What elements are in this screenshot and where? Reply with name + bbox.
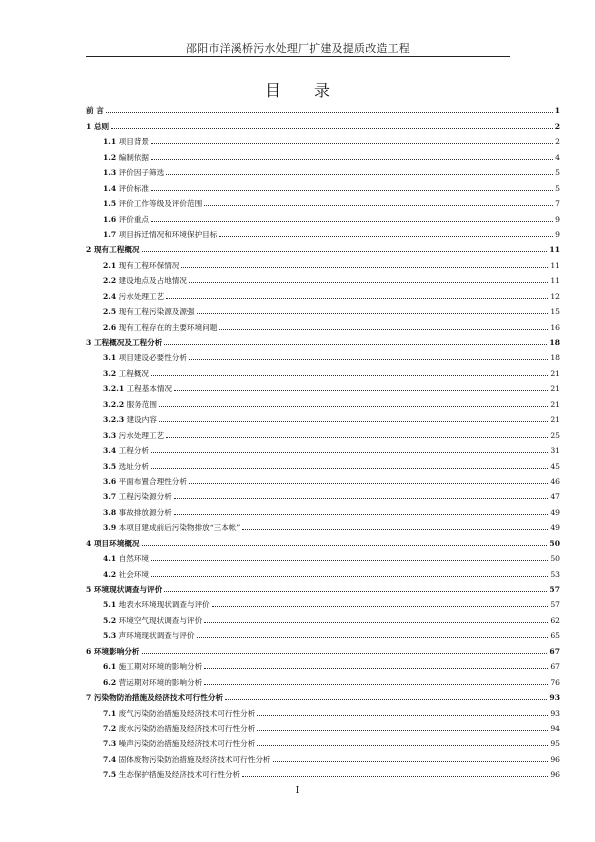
toc-entry-label [86,585,162,594]
toc-entry-page: 11 [549,245,560,255]
toc-leader-dots [151,451,548,453]
toc-entry-label [103,168,164,177]
toc-entry-page: 7 [555,199,560,209]
toc-entry-number: 7.3 [103,739,117,749]
toc-entry-number: 1.4 [103,183,117,193]
toc-entry-number: 2.2 [103,276,117,286]
toc-leader-dots [204,621,548,623]
toc-entry-label [103,215,149,224]
toc-entry-label [86,106,104,115]
toc-entry-text: 前 言 [86,106,104,116]
toc-entry[interactable] [86,687,560,702]
toc-entry-label [103,600,210,609]
toc-entry-page: 21 [550,384,560,394]
toc-entry-text: 现有工程污染源及源强 [118,307,195,317]
toc-leader-dots [159,405,548,407]
toc-entry[interactable] [86,471,560,486]
toc-entry[interactable] [86,563,560,578]
toc-entry[interactable] [86,594,560,609]
toc-entry-number: 7.2 [103,723,117,733]
toc-entry-number: 3.9 [103,523,117,533]
toc-entry-text: 现有工程存在的主要环境问题 [118,322,218,332]
toc-entry-text: 建设地点及占地情况 [118,276,187,286]
toc-entry-text: 工程基本情况 [126,384,173,394]
toc-entry-label [103,477,187,486]
table-of-contents [86,100,560,779]
toc-entry-page: 2 [555,137,560,147]
toc-entry[interactable] [86,224,560,239]
toc-entry-number: 7 [86,693,92,703]
toc-entry-page: 15 [550,307,560,317]
toc-entry-label [86,122,109,131]
toc-entry-number: 2.6 [103,322,117,332]
toc-entry-label [103,739,255,748]
toc-entry-text: 评价工作等级及评价范围 [118,199,203,209]
toc-entry[interactable] [86,378,560,393]
toc-entry-number: 3 [86,338,92,347]
toc-entry-page: 47 [550,492,560,502]
toc-entry[interactable] [86,270,560,285]
toc-entry-number: 6.1 [103,662,117,672]
toc-leader-dots [212,605,549,607]
toc-leader-dots [257,714,548,716]
toc-entry[interactable] [86,362,560,377]
toc-entry-label [86,539,140,548]
toc-leader-dots [151,189,553,191]
toc-entry-text: 工程概况及工程分析 [93,338,163,347]
toc-entry-number: 3.2 [103,368,117,378]
toc-leader-dots [106,111,553,113]
toc-leader-dots [204,667,548,669]
toc-entry-number: 6.2 [103,677,117,687]
toc-entry-page: 16 [550,322,560,332]
toc-entry-page: 12 [550,291,560,301]
page-number: I [295,786,300,796]
toc-entry-number: 5 [86,585,92,594]
toc-entry-page: 95 [550,739,560,749]
toc-entry-number: 7.1 [103,708,117,718]
toc-title: 目 录 [264,81,345,100]
toc-entry-label [103,709,255,718]
toc-entry-page: 5 [555,183,560,193]
toc-entry-text: 环境影响分析 [93,646,140,656]
toc-entry[interactable] [86,146,560,161]
toc-entry-page: 11 [550,276,560,286]
toc-entry-number: 2.1 [103,260,117,270]
toc-entry-number: 3.2.1 [103,384,125,394]
toc-entry-page: 93 [550,708,560,718]
toc-entry-label [86,647,140,656]
toc-entry[interactable] [86,193,560,208]
toc-entry[interactable] [86,486,560,501]
toc-entry-page: 50 [549,538,560,548]
toc-entry-page: 18 [549,338,560,347]
toc-entry-page: 31 [550,446,560,456]
toc-entry[interactable] [86,409,560,424]
toc-entry-text: 施工期对环境的影响分析 [118,662,203,672]
toc-leader-dots [189,358,548,360]
toc-entry-page: 49 [550,523,560,533]
toc-entry-text: 选址分析 [118,461,150,471]
toc-entry-number: 4.1 [103,554,117,564]
toc-leader-dots [204,683,548,685]
toc-leader-dots [257,744,548,746]
toc-entry-text: 污水处理工艺 [118,291,165,301]
toc-entry[interactable] [86,579,560,594]
toc-entry-label [86,693,223,702]
toc-entry-text: 工程概况 [118,368,150,378]
toc-entry-label [103,292,164,301]
toc-leader-dots [151,559,548,561]
toc-entry-text: 固体废物污染防治措施及经济技术可行性分析 [118,754,271,764]
toc-entry[interactable] [86,285,560,300]
toc-entry-page: 67 [550,662,560,672]
toc-entry[interactable] [86,517,560,532]
toc-entry-label [103,554,149,563]
toc-entry[interactable] [86,301,560,316]
toc-entry-page: 49 [550,507,560,517]
toc-entry-number: 1.2 [103,152,117,162]
toc-entry-text: 自然环境 [118,554,150,564]
toc-entry-page: 21 [550,368,560,378]
toc-entry-page: 2 [554,121,560,131]
toc-entry-number: 3.2.3 [103,415,125,425]
toc-entry-label [103,384,172,393]
toc-entry-label [103,431,164,440]
toc-leader-dots [181,266,548,268]
toc-entry-number: 4 [86,538,92,548]
toc-entry-number: 6 [86,646,92,656]
toc-entry-text: 污染物防治措施及经济技术可行性分析 [93,693,224,703]
toc-entry-label [103,492,172,501]
toc-entry-label [103,755,271,764]
toc-entry[interactable] [86,115,560,130]
toc-entry[interactable] [86,316,560,331]
toc-entry-text: 工程污染源分析 [118,492,172,502]
toc-leader-dots [166,173,553,175]
toc-leader-dots [142,544,548,546]
toc-entry-label [103,261,179,270]
toc-entry-text: 总则 [93,121,110,131]
toc-entry-number: 3.6 [103,476,117,486]
toc-leader-dots [151,220,553,222]
toc-leader-dots [189,281,548,283]
toc-leader-dots [273,760,549,762]
toc-leader-dots [174,389,548,391]
toc-entry-text: 编制依据 [118,152,150,162]
toc-entry[interactable] [86,656,560,671]
toc-entry-number: 3.1 [103,353,117,363]
toc-entry-text: 评价标准 [118,183,150,193]
toc-entry-page: 93 [549,693,560,703]
toc-entry-label [103,230,217,239]
toc-entry-number: 5.2 [103,615,117,625]
toc-leader-dots [242,775,548,777]
toc-entry-page: 25 [550,430,560,440]
toc-entry-page: 62 [550,615,560,625]
toc-entry-text: 本项目建成前后污染物排放“三本帐” [118,523,241,533]
running-header: 邵阳市洋溪桥污水处理厂扩建及提质改造工程 [186,42,410,55]
toc-entry-number: 2.5 [103,307,117,317]
toc-entry-number: 1.3 [103,168,117,178]
toc-leader-dots [242,528,548,530]
toc-entry-text: 服务范围 [126,399,157,409]
toc-entry-text: 项目环境概况 [93,538,140,548]
toc-entry[interactable] [86,424,560,439]
toc-entry-label [103,199,202,208]
toc-entry[interactable] [86,625,560,640]
toc-entry-label [103,415,157,424]
toc-entry-label [103,523,240,532]
toc-entry-text: 工程分析 [118,446,150,456]
toc-entry-label [103,153,149,162]
toc-entry-page: 94 [550,723,560,733]
toc-entry[interactable] [86,131,560,146]
toc-entry-text: 项目拆迁情况和环境保护目标 [118,229,218,239]
toc-entry-text: 现有工程环保情况 [118,260,180,270]
toc-entry[interactable] [86,177,560,192]
toc-leader-dots [151,575,548,577]
toc-entry-number: 1.1 [103,137,117,147]
toc-entry-number: 1 [86,121,92,131]
toc-leader-dots [174,497,549,499]
toc-entry-text: 环境空气现状调查与评价 [118,615,203,625]
toc-entry-label [103,184,149,193]
toc-entry-number: 1.7 [103,229,117,239]
toc-entry-number: 3.5 [103,461,117,471]
toc-entry-label [103,770,240,779]
toc-entry-number: 2 [86,245,92,255]
toc-leader-dots [164,343,547,345]
toc-entry-page: 50 [550,554,560,564]
toc-leader-dots [151,467,548,469]
toc-entry-text: 环境现状调查与评价 [93,585,163,594]
toc-entry-page: 18 [550,353,560,363]
toc-entry-page: 67 [549,646,560,656]
toc-entry-label [103,616,202,625]
toc-entry-text: 地表水环境现状调查与评价 [118,600,210,610]
toc-entry-page: 96 [550,754,560,764]
toc-entry-number: 2.4 [103,291,117,301]
header-rule [86,56,510,57]
toc-entry-page: 11 [550,260,560,270]
toc-entry[interactable] [86,239,560,254]
toc-entry-page: 21 [550,399,560,409]
toc-entry-label [103,353,187,362]
toc-entry-text: 项目建设必要性分析 [118,353,187,363]
toc-entry-text: 事故排放源分析 [118,507,172,517]
toc-entry-label [103,307,195,316]
toc-leader-dots [197,636,549,638]
toc-entry[interactable] [86,440,560,455]
toc-entry-number: 3.8 [103,507,117,517]
toc-leader-dots [151,374,548,376]
toc-entry[interactable] [86,162,560,177]
toc-entry[interactable] [86,100,560,115]
toc-leader-dots [166,297,548,299]
toc-entry-number: 4.2 [103,569,117,579]
toc-leader-dots [159,420,548,422]
toc-entry-text: 评价因子筛选 [118,168,165,178]
toc-entry[interactable] [86,254,560,269]
toc-entry-text: 生态保护措施及经济技术可行性分析 [118,770,241,780]
toc-entry[interactable] [86,332,560,347]
toc-entry-text: 噪声污染防治措施及经济技术可行性分析 [118,739,256,749]
toc-entry-number: 5.3 [103,631,117,641]
toc-entry-page: 76 [550,677,560,687]
toc-entry-page: 5 [555,168,560,178]
toc-entry-page: 21 [550,415,560,425]
toc-entry-label [103,462,149,471]
toc-entry-page: 9 [555,229,560,239]
toc-entry-label [103,662,202,671]
toc-entry-label [103,276,187,285]
toc-entry-label [103,369,149,378]
toc-entry-page: 96 [550,770,560,780]
toc-entry-label [103,570,149,579]
toc-leader-dots [166,436,548,438]
toc-entry-label [103,678,202,687]
toc-entry-text: 废气污染防治措施及经济技术可行性分析 [118,708,256,718]
toc-entry[interactable] [86,609,560,624]
toc-entry-label [86,245,140,254]
toc-leader-dots [219,328,548,330]
toc-entry-text: 营运期对环境的影响分析 [118,677,203,687]
toc-entry-page: 57 [550,600,560,610]
toc-leader-dots [142,652,548,654]
toc-entry-page: 53 [550,569,560,579]
toc-entry-number: 7.5 [103,770,117,780]
toc-entry-number: 3.2.2 [103,399,125,409]
toc-entry-label [103,400,157,409]
toc-entry[interactable] [86,393,560,408]
toc-entry-label [103,446,149,455]
toc-entry-label [103,323,217,332]
toc-entry[interactable] [86,501,560,516]
toc-entry-text: 项目背景 [118,137,150,147]
toc-entry[interactable] [86,640,560,655]
toc-entry-text: 现有工程概况 [93,245,140,255]
toc-entry-text: 污水处理工艺 [118,430,165,440]
toc-entry-number: 3.4 [103,446,117,456]
toc-entry-label [103,631,195,640]
toc-leader-dots [219,235,553,237]
toc-entry-label [103,137,149,146]
toc-entry-page: 1 [554,106,560,116]
toc-entry-page: 45 [550,461,560,471]
toc-entry-page: 65 [550,631,560,641]
toc-entry[interactable] [86,671,560,686]
toc-entry-text: 平面布置合理性分析 [118,476,187,486]
toc-entry-page: 4 [555,152,560,162]
toc-leader-dots [164,590,547,592]
toc-entry-label [103,508,172,517]
toc-leader-dots [257,729,548,731]
toc-entry[interactable] [86,455,560,470]
toc-leader-dots [204,204,553,206]
toc-entry[interactable] [86,702,560,717]
toc-entry[interactable] [86,733,560,748]
toc-entry[interactable] [86,748,560,763]
toc-entry[interactable] [86,718,560,733]
toc-leader-dots [197,312,549,314]
toc-entry-number: 1.6 [103,214,117,224]
toc-entry-number: 7.4 [103,754,117,764]
toc-entry-number: 3.7 [103,492,117,502]
toc-entry[interactable] [86,208,560,223]
toc-leader-dots [151,142,553,144]
toc-entry-page: 46 [550,476,560,486]
toc-leader-dots [174,513,549,515]
toc-entry[interactable] [86,532,560,547]
toc-leader-dots [142,250,548,252]
toc-entry[interactable] [86,548,560,563]
toc-entry-text: 社会环境 [118,569,150,579]
toc-entry-page: 9 [555,214,560,224]
toc-entry-label [103,724,255,733]
toc-leader-dots [151,158,553,160]
toc-entry-number: 5.1 [103,600,117,610]
toc-entry[interactable] [86,347,560,362]
toc-entry-page: 57 [549,585,560,594]
toc-entry-text: 废水污染防治措施及经济技术可行性分析 [118,723,256,733]
toc-entry[interactable] [86,764,560,779]
toc-entry-text: 评价重点 [118,214,150,224]
toc-entry-number: 3.3 [103,430,117,440]
toc-entry-number: 1.5 [103,199,117,209]
toc-entry-label [86,338,162,347]
toc-leader-dots [189,482,548,484]
toc-leader-dots [111,127,553,129]
toc-entry-text: 声环境现状调查与评价 [118,631,195,641]
toc-entry-text: 建设内容 [126,415,157,425]
toc-leader-dots [225,698,547,700]
